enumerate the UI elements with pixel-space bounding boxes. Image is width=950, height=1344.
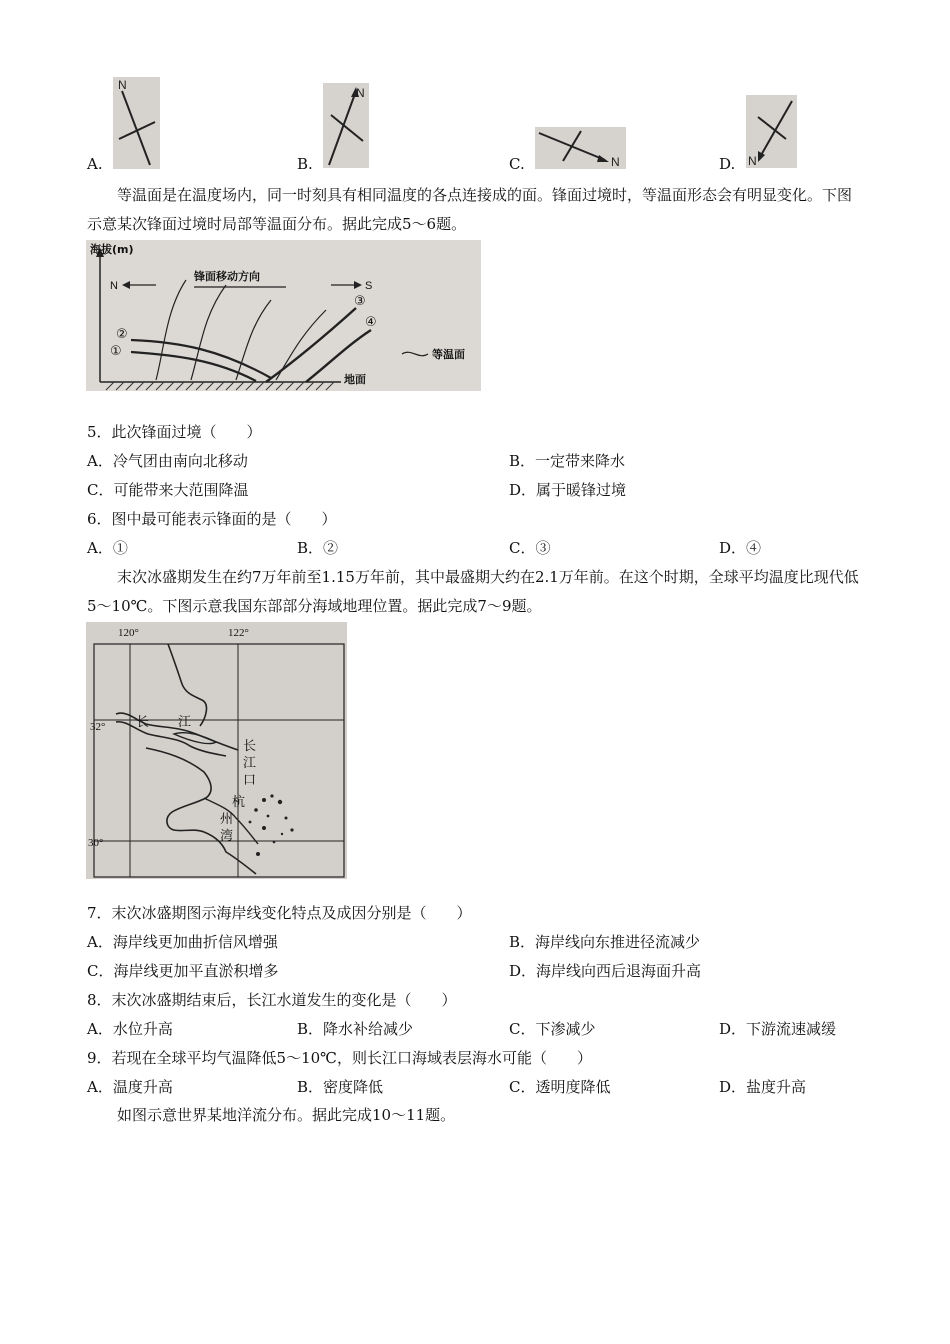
north-label: N [748,154,757,168]
q6-stem: 6．图中最可能表示锋面的是（ ） [87,510,337,528]
q8-option-c: C．下渗减少 [509,1020,596,1038]
marker-1: ① [110,344,122,359]
q6-option-d: D．④ [719,539,762,557]
legend-label: 等温面 [432,348,465,361]
q4-option-c-label: C. [509,155,525,173]
river-label-1: 长 [136,715,150,730]
north-arrow-icon [323,83,369,168]
q5-option-c: C．可能带来大范围降温 [87,481,249,499]
lat-label-32: 32° [90,721,106,733]
q6-option-c: C．③ [509,539,551,557]
q7-option-c: C．海岸线更加平直淤积增多 [87,962,279,980]
q9-stem: 9．若现在全球平均气温降低5～10℃，则长江口海域表层海水可能（ ） [87,1049,592,1067]
intro-5-6: 等温面是在温度场内，同一时刻具有相同温度的各点连接成的面。锋面过境时，等温面形态会有明显变化。下图示意某次锋面过境时局部等温面分布。据此完成5～6题。 [87,186,853,233]
north-arrow-icon [113,77,160,169]
bay-label-2: 州 [220,812,234,827]
q6-option-a: A．① [87,539,128,557]
marker-2: ② [116,327,128,342]
marker-4: ④ [365,315,377,330]
intro-10-11: 如图示意世界某地洋流分布。据此完成10～11题。 [117,1106,456,1124]
estuary-label-2: 江 [243,756,257,771]
river-label-2: 江 [178,715,192,730]
legend-isotherm-icon [402,352,428,355]
estuary-label-1: 长 [243,739,257,754]
q8-option-d: D．下游流速减缓 [719,1020,837,1038]
q7-stem: 7．末次冰盛期图示海岸线变化特点及成因分别是（ ） [87,904,472,922]
ground-label: 地面 [344,373,366,386]
q9-option-c: C．透明度降低 [509,1078,611,1096]
south-label: S [365,280,373,292]
q7-option-d: D．海岸线向西后退海面升高 [509,962,702,980]
q5-option-b: B．一定带来降水 [509,452,626,470]
q7-option-a: A．海岸线更加曲折信风增强 [87,933,278,951]
north-label: N [611,155,620,169]
q4-option-a-compass [113,77,160,169]
q4-option-a-label: A. [87,155,103,173]
intro-7-9: 末次冰盛期发生在约7万年前至1.15万年前，其中最盛期大约在2.1万年前。在这个时期，全球平均温度比现代低5～10℃。下图示意我国东部部分海域地理位置。据此完成7～9题。 [87,568,859,615]
q6-option-b: B．② [297,539,339,557]
q9-option-a: A．温度升高 [87,1078,173,1096]
north-label: N [118,78,127,92]
q4-option-d-compass [746,95,797,168]
q5-stem: 5．此次锋面过境（ ） [87,423,262,441]
lon-label-122: 122° [228,627,249,639]
y-axis-label: 海拔(m) [90,243,134,256]
q4-option-b-compass [323,83,369,168]
lon-label-120: 120° [118,627,139,639]
q7-option-b: B．海岸线向东推进径流减少 [509,933,701,951]
q8-option-a: A．水位升高 [87,1020,173,1038]
bay-label-1: 杭 [232,795,246,810]
estuary-label-3: 口 [243,773,257,788]
q8-option-b: B．降水补给减少 [297,1020,414,1038]
q9-option-b: B．密度降低 [297,1078,384,1096]
bay-label-3: 湾 [220,829,234,844]
isotherm-figure [86,240,481,391]
north-label: N [110,280,118,292]
q8-stem: 8．末次冰盛期结束后，长江水道发生的变化是（ ） [87,991,457,1009]
east-china-map [86,622,347,879]
north-arrow-icon [746,95,797,168]
q4-option-d-label: D. [719,155,736,173]
q4-option-b-label: B. [297,155,313,173]
movement-label: 锋面移动方向 [194,270,260,283]
q5-option-a: A．冷气团由南向北移动 [87,452,248,470]
north-label: N [356,86,365,100]
q9-option-d: D．盐度升高 [719,1078,807,1096]
q5-option-d: D．属于暖锋过境 [509,481,627,499]
north-arrow-icon [535,127,626,169]
lat-label-30: 30° [88,837,104,849]
marker-3: ③ [354,294,366,309]
q4-option-c-compass [535,127,626,169]
